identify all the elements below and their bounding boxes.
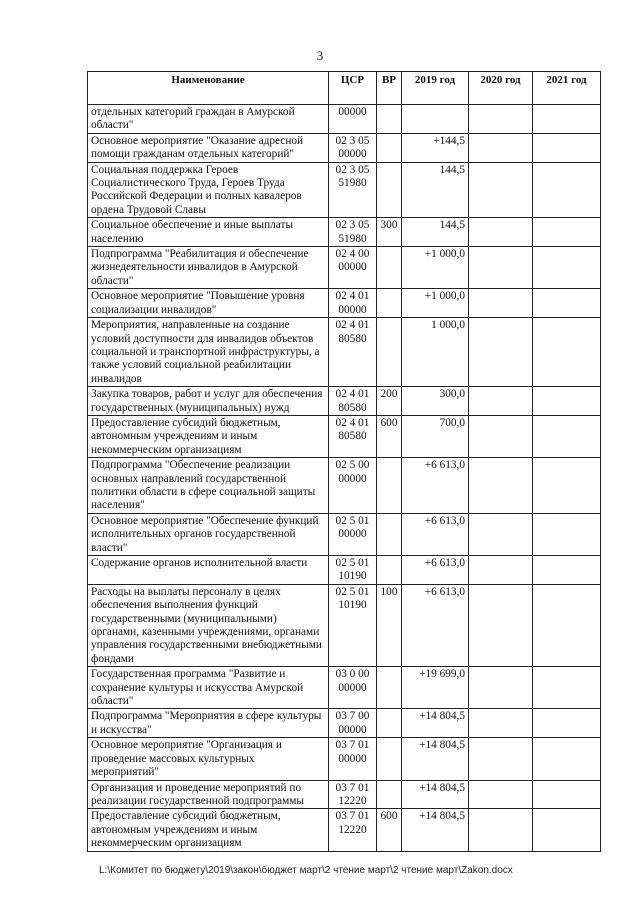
cell-name: Подпрограмма "Мероприятия в сфере культуры и искусства" [88, 709, 329, 738]
cell-name: Основное мероприятие "Оказание адресной помощи гражданам отдельных категорий" [88, 133, 329, 162]
cell-csr: 02 4 01 80580 [329, 318, 377, 387]
table-row [88, 738, 601, 780]
cell-vr: 600 [377, 415, 402, 457]
table-row [88, 105, 601, 134]
cell-2019: +1 000,0 [402, 289, 469, 318]
cell-csr: 02 5 01 10190 [329, 556, 377, 585]
cell-2021 [533, 247, 601, 289]
cell-2021 [533, 584, 601, 666]
cell-name: Основное мероприятие "Повышение уровня социализации инвалидов" [88, 289, 329, 318]
cell-2020 [469, 318, 533, 387]
cell-vr: 300 [377, 218, 402, 247]
header-2020: 2020 год [469, 72, 533, 105]
cell-2020 [469, 289, 533, 318]
cell-2020 [469, 415, 533, 457]
cell-vr [377, 780, 402, 809]
cell-2020 [469, 162, 533, 218]
cell-2019: +14 804,5 [402, 780, 469, 809]
cell-2020 [469, 667, 533, 709]
cell-csr: 03 7 01 00000 [329, 738, 377, 780]
cell-2020 [469, 738, 533, 780]
cell-vr [377, 162, 402, 218]
cell-name: Мероприятия, направленные на создание условий доступности для инвалидов объектов социальной и транспортной инфраструктуры, а также условий социальной реабилитации инвалидов [88, 318, 329, 387]
cell-2019: +14 804,5 [402, 809, 469, 851]
cell-name: Социальная поддержка Героев Социалистического Труда, Героев Труда Российской Федерации и полных кавалеров ордена Трудовой Славы [88, 162, 329, 218]
cell-2021 [533, 133, 601, 162]
table-row [88, 133, 601, 162]
header-vr: ВР [377, 72, 402, 105]
table-row [88, 809, 601, 851]
cell-2020 [469, 458, 533, 514]
table-row [88, 584, 601, 666]
cell-2020 [469, 556, 533, 585]
cell-2021 [533, 218, 601, 247]
cell-name: Предоставление субсидий бюджетным, автономным учреждениям и иным некоммерческим организациям [88, 415, 329, 457]
cell-name: Подпрограмма "Обеспечение реализации основных направлений государственной политики области в сфере социальной защиты населения" [88, 458, 329, 514]
table-row [88, 513, 601, 555]
cell-vr: 200 [377, 387, 402, 416]
cell-2019: 700,0 [402, 415, 469, 457]
header-2021: 2021 год [533, 72, 601, 105]
cell-2019 [402, 105, 469, 134]
header-name: Наименование [88, 72, 329, 105]
table-body [88, 105, 601, 852]
cell-vr [377, 318, 402, 387]
cell-vr [377, 556, 402, 585]
cell-csr: 03 0 00 00000 [329, 667, 377, 709]
cell-2021 [533, 780, 601, 809]
cell-2021 [533, 513, 601, 555]
table-row [88, 318, 601, 387]
cell-csr: 02 5 00 00000 [329, 458, 377, 514]
cell-2021 [533, 556, 601, 585]
cell-2021 [533, 105, 601, 134]
cell-2021 [533, 162, 601, 218]
cell-2021 [533, 809, 601, 851]
cell-csr: 02 3 05 51980 [329, 162, 377, 218]
cell-2019: +6 613,0 [402, 556, 469, 585]
cell-2019: 144,5 [402, 162, 469, 218]
cell-2020 [469, 513, 533, 555]
cell-2019: +6 613,0 [402, 458, 469, 514]
cell-2021 [533, 387, 601, 416]
cell-name: отдельных категорий граждан в Амурской области" [88, 105, 329, 134]
cell-csr: 02 5 01 10190 [329, 584, 377, 666]
cell-vr [377, 289, 402, 318]
header-2019: 2019 год [402, 72, 469, 105]
cell-2019: +19 699,0 [402, 667, 469, 709]
cell-name: Расходы на выплаты персоналу в целях обеспечения выполнения функций государственными (муниципальными) органами, казенными учреждениями, органами управления государственными внебюджетными фондами [88, 584, 329, 666]
table-row [88, 289, 601, 318]
cell-name: Подпрограмма "Реабилитация и обеспечение жизнедеятельности инвалидов в Амурской области" [88, 247, 329, 289]
cell-2020 [469, 105, 533, 134]
cell-name: Основное мероприятие "Обеспечение функций исполнительных органов государственной власти" [88, 513, 329, 555]
cell-vr [377, 133, 402, 162]
cell-2020 [469, 780, 533, 809]
cell-2019: +14 804,5 [402, 738, 469, 780]
cell-2020 [469, 133, 533, 162]
table-header-row [88, 72, 601, 105]
cell-2019: +1 000,0 [402, 247, 469, 289]
cell-2021 [533, 415, 601, 457]
cell-vr [377, 247, 402, 289]
cell-2019: +6 613,0 [402, 584, 469, 666]
cell-name: Социальное обеспечение и иные выплаты населению [88, 218, 329, 247]
cell-name: Содержание органов исполнительной власти [88, 556, 329, 585]
cell-name: Предоставление субсидий бюджетным, автономным учреждениям и иным некоммерческим организациям [88, 809, 329, 851]
cell-2019: +6 613,0 [402, 513, 469, 555]
cell-csr: 02 4 01 00000 [329, 289, 377, 318]
cell-vr: 100 [377, 584, 402, 666]
cell-2019: +144,5 [402, 133, 469, 162]
cell-csr: 00000 [329, 105, 377, 134]
cell-vr [377, 738, 402, 780]
cell-name: Основное мероприятие "Организация и проведение массовых культурных мероприятий" [88, 738, 329, 780]
table-row [88, 162, 601, 218]
cell-2019: 144,5 [402, 218, 469, 247]
cell-2019: +14 804,5 [402, 709, 469, 738]
cell-2021 [533, 738, 601, 780]
budget-table [87, 71, 601, 852]
cell-name: Организация и проведение мероприятий по реализации государственной подпрограммы [88, 780, 329, 809]
cell-2020 [469, 584, 533, 666]
cell-2020 [469, 709, 533, 738]
table-row [88, 780, 601, 809]
table-row [88, 556, 601, 585]
cell-vr [377, 667, 402, 709]
table-row [88, 667, 601, 709]
cell-2020 [469, 218, 533, 247]
cell-vr [377, 458, 402, 514]
page-number: 3 [316, 48, 324, 63]
cell-2021 [533, 458, 601, 514]
file-path-footer: L:\Комитет по бюджету\2019\закон\бюджет март\2 чтение март\2 чтение март\Zakon.docx [99, 865, 513, 876]
cell-2020 [469, 247, 533, 289]
table-row [88, 709, 601, 738]
header-csr: ЦСР [329, 72, 377, 105]
cell-csr: 02 5 01 00000 [329, 513, 377, 555]
table-row [88, 218, 601, 247]
cell-vr [377, 105, 402, 134]
cell-csr: 02 3 05 51980 [329, 218, 377, 247]
cell-vr [377, 513, 402, 555]
cell-csr: 02 4 01 80580 [329, 387, 377, 416]
cell-vr [377, 709, 402, 738]
cell-2021 [533, 318, 601, 387]
cell-2020 [469, 387, 533, 416]
cell-2020 [469, 809, 533, 851]
cell-vr: 600 [377, 809, 402, 851]
cell-csr: 02 4 00 00000 [329, 247, 377, 289]
cell-name: Государственная программа "Развитие и сохранение культуры и искусства Амурской области" [88, 667, 329, 709]
table-row [88, 387, 601, 416]
cell-csr: 03 7 00 00000 [329, 709, 377, 738]
cell-csr: 03 7 01 12220 [329, 809, 377, 851]
cell-csr: 02 4 01 80580 [329, 415, 377, 457]
cell-2019: 1 000,0 [402, 318, 469, 387]
table-row [88, 247, 601, 289]
cell-2021 [533, 289, 601, 318]
cell-2021 [533, 709, 601, 738]
table-row [88, 458, 601, 514]
cell-2019: 300,0 [402, 387, 469, 416]
table-row [88, 415, 601, 457]
cell-2021 [533, 667, 601, 709]
cell-name: Закупка товаров, работ и услуг для обеспечения государственных (муниципальных) нужд [88, 387, 329, 416]
cell-csr: 03 7 01 12220 [329, 780, 377, 809]
cell-csr: 02 3 05 00000 [329, 133, 377, 162]
